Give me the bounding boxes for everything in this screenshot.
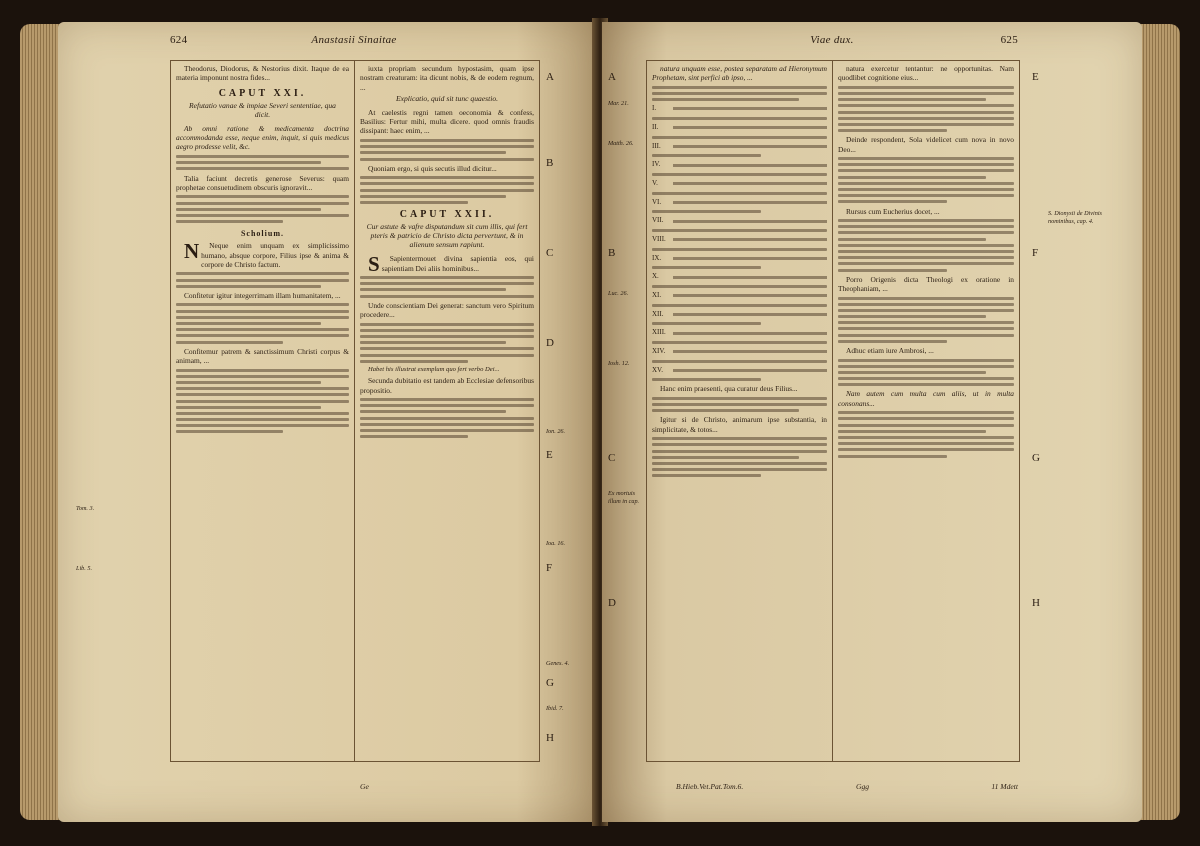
illegible-line bbox=[652, 210, 761, 213]
text-block-left bbox=[170, 60, 540, 762]
illegible-line bbox=[360, 145, 534, 148]
illegible-line bbox=[673, 332, 827, 335]
margin-note: Ioa. 16. bbox=[546, 540, 566, 547]
illegible-line bbox=[838, 303, 1014, 306]
illegible-line bbox=[652, 248, 827, 251]
entry-number: IV. bbox=[652, 160, 661, 169]
page-edges-left bbox=[20, 24, 60, 820]
margin-letter: F bbox=[1032, 247, 1039, 259]
illegible-line bbox=[176, 341, 283, 344]
illegible-line bbox=[176, 424, 349, 427]
illegible-line bbox=[360, 151, 506, 154]
illegible-line bbox=[652, 397, 827, 400]
illegible-line bbox=[838, 250, 1014, 253]
illegible-line bbox=[838, 92, 1014, 95]
running-title: Anastasii Sinaitae bbox=[311, 34, 397, 46]
illegible-line bbox=[176, 334, 349, 337]
illegible-line bbox=[673, 294, 827, 297]
illegible-line bbox=[838, 455, 947, 458]
illegible-line bbox=[838, 297, 1014, 300]
margin-letter: B bbox=[608, 247, 616, 259]
illegible-line bbox=[360, 341, 506, 344]
illegible-line bbox=[838, 244, 1014, 247]
illegible-line bbox=[838, 269, 947, 272]
illegible-line bbox=[673, 201, 827, 204]
illegible-line bbox=[176, 202, 349, 205]
margin-letter: C bbox=[546, 247, 554, 259]
illegible-line bbox=[176, 310, 349, 313]
illegible-line bbox=[360, 139, 534, 142]
drop-cap: S bbox=[368, 252, 380, 277]
column-2 bbox=[833, 61, 1019, 761]
paragraph: Quoniam ergo, si quis secutis illud dicitur... bbox=[368, 163, 497, 173]
chapter-summary: Cur astute & vafre disputandum sit cum illis, qui fert pteris & patricio de Christo dicta pervertunt, & in alienum sensum rapiunt. bbox=[366, 222, 528, 250]
margin-note: Tom. 3. bbox=[76, 505, 95, 512]
section-heading: Explicatio, quid sit tunc quaestio. bbox=[395, 93, 499, 103]
illegible-line bbox=[176, 155, 349, 158]
entry-number: II. bbox=[652, 123, 659, 132]
illegible-line bbox=[838, 430, 986, 433]
paragraph: natura unquam esse, postea separatam ad Hieronymum Prophetam, sint perfici ab ipso, ... bbox=[652, 64, 827, 83]
illegible-line bbox=[652, 136, 827, 139]
margin-letter: A bbox=[608, 71, 616, 83]
illegible-line bbox=[176, 161, 321, 164]
illegible-line bbox=[176, 406, 321, 409]
right-page bbox=[602, 22, 1142, 822]
paragraph: Deinde respondent, Sola videlicet cum nova in novo Deo... bbox=[838, 135, 1014, 154]
illegible-line bbox=[360, 335, 534, 338]
illegible-line bbox=[838, 436, 1014, 439]
illegible-line bbox=[360, 423, 534, 426]
numbered-entry bbox=[652, 123, 827, 132]
paragraph: Confitetur igitur integerrimam illam humanitatem, ... bbox=[184, 291, 341, 300]
numbered-entry bbox=[652, 272, 827, 281]
column-2 bbox=[355, 61, 539, 761]
entry-number: VIII. bbox=[652, 235, 666, 244]
illegible-line bbox=[652, 229, 827, 232]
illegible-line bbox=[652, 474, 761, 477]
illegible-line bbox=[838, 327, 1014, 330]
margin-note: S. Dionysii de Divinis nominibus, cap. 4. bbox=[1048, 210, 1102, 225]
illegible-line bbox=[838, 424, 1014, 427]
illegible-line bbox=[838, 411, 1014, 414]
illegible-line bbox=[673, 369, 827, 372]
illegible-line bbox=[673, 257, 827, 260]
illegible-line bbox=[176, 322, 321, 325]
page-number: 624 bbox=[170, 34, 188, 46]
margin-letter: E bbox=[546, 449, 553, 461]
illegible-line bbox=[360, 354, 534, 357]
illegible-line bbox=[838, 315, 986, 318]
illegible-line bbox=[673, 350, 827, 353]
paragraph: Porro Origenis dicta Theologi ex oratione in Theophaniam, ... bbox=[838, 274, 1014, 294]
illegible-line bbox=[652, 450, 827, 453]
numbered-entry bbox=[652, 142, 827, 151]
margin-note: Ex mortuis illum in cap. bbox=[608, 490, 640, 505]
paragraph: iuxta propriam secundum hypostasim, quam ipse nostram creaturam: ita dicunt nobis, & de eodem regnum, ... bbox=[360, 64, 534, 92]
margin-letter: F bbox=[546, 562, 553, 574]
numbered-entry bbox=[652, 160, 827, 169]
paragraph: Confitemur patrem & sanctissimum Christi corpus & animam, ... bbox=[176, 346, 349, 366]
illegible-line bbox=[652, 360, 827, 363]
column-1 bbox=[171, 61, 355, 761]
illegible-line bbox=[652, 117, 827, 120]
illegible-line bbox=[838, 219, 1014, 222]
illegible-line bbox=[652, 456, 799, 459]
entry-number: XII. bbox=[652, 309, 664, 318]
scholium-heading: Scholium. bbox=[240, 229, 284, 239]
margin-letter: G bbox=[546, 677, 554, 689]
numbered-entry bbox=[652, 291, 827, 300]
chapter-heading: CAPUT XXII. bbox=[399, 208, 495, 220]
illegible-line bbox=[652, 266, 761, 269]
entry-number: XIV. bbox=[652, 347, 666, 356]
illegible-line bbox=[360, 429, 534, 432]
entry-number: I. bbox=[652, 104, 657, 113]
margin-letter: E bbox=[1032, 71, 1039, 83]
numbered-entry bbox=[652, 366, 827, 375]
illegible-line bbox=[360, 410, 506, 413]
entry-number: VI. bbox=[652, 197, 662, 206]
illegible-line bbox=[838, 334, 1014, 337]
illegible-line bbox=[838, 194, 1014, 197]
illegible-line bbox=[176, 393, 349, 396]
illegible-line bbox=[652, 409, 799, 412]
illegible-line bbox=[838, 417, 1014, 420]
footnote: Habet his illustrat exemplum quo fert verbo Dei... bbox=[368, 365, 500, 373]
margin-letter: H bbox=[546, 732, 554, 744]
illegible-line bbox=[838, 442, 1014, 445]
margin-letter: D bbox=[608, 597, 616, 609]
paragraph: Unde conscientiam Dei generat: sanctum vero Spiritum procedere... bbox=[360, 300, 534, 320]
illegible-line bbox=[673, 220, 827, 223]
illegible-line bbox=[838, 98, 986, 101]
illegible-line bbox=[838, 200, 947, 203]
illegible-line bbox=[838, 157, 1014, 160]
paragraph: Secunda dubitatio est tandem ab Ecclesiae defensoribus propositio. bbox=[360, 376, 534, 395]
margin-note: Iosh. 12. bbox=[608, 360, 630, 367]
numbered-entry bbox=[652, 104, 827, 113]
illegible-line bbox=[652, 462, 827, 465]
left-page bbox=[58, 22, 598, 822]
illegible-line bbox=[838, 371, 986, 374]
page-number: 625 bbox=[1000, 34, 1018, 46]
illegible-line bbox=[838, 104, 1014, 107]
margin-letter: A bbox=[546, 71, 554, 83]
illegible-line bbox=[838, 340, 947, 343]
text-block-right bbox=[646, 60, 1020, 762]
illegible-line bbox=[176, 375, 349, 378]
illegible-line bbox=[176, 430, 283, 433]
paragraph: Talia faciunt decretis generose Severus: quam prophetae consuetudinem obscuris ignoravit... bbox=[176, 173, 349, 192]
outer-margin-right bbox=[1026, 60, 1122, 760]
illegible-line bbox=[360, 398, 534, 401]
illegible-line bbox=[176, 303, 349, 306]
entry-number: XIII. bbox=[652, 328, 666, 337]
margin-note: Mar. 21. bbox=[608, 100, 629, 107]
illegible-line bbox=[673, 145, 827, 148]
illegible-line bbox=[360, 323, 534, 326]
entry-number: III. bbox=[652, 141, 661, 150]
paragraph: Hanc enim praesenti, qua curatur deus Filius... bbox=[660, 384, 798, 394]
paragraph: At caelestis regni tamen oeconomia & confess, Basilius: Fertur mihi, multa dicere. quod omnis fraudis dissipant: haec enim, ... bbox=[360, 107, 534, 136]
illegible-line bbox=[652, 86, 827, 89]
entry-number: V. bbox=[652, 179, 658, 188]
running-title: Viae dux. bbox=[810, 34, 854, 46]
numbered-list bbox=[652, 104, 827, 381]
illegible-line bbox=[360, 176, 534, 179]
illegible-line bbox=[838, 86, 1014, 89]
paragraph-text: Neque enim unquam ex simplicissimo humano, absque corpore, Filius ipse & anima & corpore de Christo factum. bbox=[201, 241, 349, 269]
illegible-line bbox=[360, 282, 534, 285]
illegible-line bbox=[652, 322, 761, 325]
drop-cap: N bbox=[184, 239, 200, 264]
illegible-line bbox=[176, 381, 321, 384]
illegible-line bbox=[838, 383, 1014, 386]
illegible-line bbox=[838, 111, 1014, 114]
signature-mark: Ggg bbox=[856, 782, 870, 791]
margin-note: Lib. 5. bbox=[76, 565, 92, 572]
entry-number: IX. bbox=[652, 253, 662, 262]
illegible-line bbox=[838, 262, 1014, 265]
paragraph: Nam autem cum multa cum aliis, ut in multa consonans... bbox=[838, 389, 1014, 408]
illegible-line bbox=[176, 316, 349, 319]
paragraph-text: Sapientermouet divina sapientia eos, qui sapientiam Dei aliis hominibus... bbox=[381, 254, 534, 273]
margin-letter: D bbox=[546, 337, 554, 349]
illegible-line bbox=[360, 158, 534, 161]
inner-margin-left bbox=[546, 60, 586, 760]
margin-note: Ion. 26. bbox=[546, 428, 566, 435]
illegible-line bbox=[176, 285, 321, 288]
column-1 bbox=[647, 61, 833, 761]
illegible-line bbox=[360, 417, 534, 420]
illegible-line bbox=[176, 387, 349, 390]
illegible-line bbox=[176, 328, 349, 331]
illegible-line bbox=[652, 285, 827, 288]
catchword: 11 Mdett bbox=[991, 782, 1018, 791]
illegible-line bbox=[360, 360, 468, 363]
illegible-line bbox=[838, 129, 947, 132]
paragraph: Igitur si de Christo, animarum ipse substantia, in simplicitate, & totos... bbox=[652, 415, 827, 434]
margin-letter: H bbox=[1032, 597, 1040, 609]
entry-number: X. bbox=[652, 272, 659, 281]
paragraph bbox=[176, 241, 349, 269]
illegible-line bbox=[838, 163, 1014, 166]
margin-letter: C bbox=[608, 452, 616, 464]
entry-number: VII. bbox=[652, 216, 664, 225]
numbered-entry bbox=[652, 254, 827, 263]
illegible-line bbox=[652, 443, 827, 446]
illegible-line bbox=[360, 201, 468, 204]
paragraph: Theodorus, Diodorus, & Nestorius dixit. Itaque de ea materia imponunt nostra fides... bbox=[176, 64, 349, 83]
illegible-line bbox=[176, 418, 349, 421]
illegible-line bbox=[652, 304, 827, 307]
illegible-line bbox=[838, 231, 1014, 234]
illegible-line bbox=[838, 123, 1014, 126]
illegible-line bbox=[838, 182, 1014, 185]
illegible-line bbox=[176, 369, 349, 372]
illegible-line bbox=[838, 238, 986, 241]
illegible-line bbox=[652, 378, 761, 381]
illegible-line bbox=[652, 437, 827, 440]
illegible-line bbox=[360, 435, 468, 438]
illegible-line bbox=[176, 195, 349, 198]
signature-mark: Ge bbox=[360, 782, 369, 791]
illegible-line bbox=[652, 341, 827, 344]
paragraph: Adhuc etiam iure Ambrosi, ... bbox=[846, 346, 934, 356]
margin-note: Matth. 26. bbox=[608, 140, 634, 147]
chapter-heading: CAPUT XXI. bbox=[218, 87, 307, 99]
open-book bbox=[14, 10, 1186, 836]
illegible-line bbox=[176, 412, 349, 415]
numbered-entry bbox=[652, 216, 827, 225]
illegible-line bbox=[360, 329, 534, 332]
numbered-entry bbox=[652, 347, 827, 356]
illegible-line bbox=[838, 169, 1014, 172]
illegible-line bbox=[176, 220, 283, 223]
illegible-line bbox=[673, 313, 827, 316]
illegible-line bbox=[360, 295, 534, 298]
illegible-line bbox=[673, 164, 827, 167]
illegible-line bbox=[838, 321, 1014, 324]
illegible-line bbox=[652, 173, 827, 176]
illegible-line bbox=[673, 126, 827, 129]
illegible-line bbox=[838, 188, 1014, 191]
illegible-line bbox=[360, 276, 534, 279]
illegible-line bbox=[176, 214, 349, 217]
illegible-line bbox=[360, 347, 534, 350]
paragraph: natura exercetur tentantur: ne opportunitas. Nam quodlibet cognitione eius... bbox=[838, 64, 1014, 83]
illegible-line bbox=[838, 448, 1014, 451]
chapter-summary: Refutatio vanae & impiae Severi sententiae, qua dicit. bbox=[189, 100, 336, 119]
illegible-line bbox=[838, 365, 1014, 368]
margin-letter: G bbox=[1032, 452, 1040, 464]
margin-note: Ibid. 7. bbox=[546, 705, 564, 712]
page-edges-right bbox=[1140, 24, 1180, 820]
numbered-entry bbox=[652, 310, 827, 319]
numbered-entry bbox=[652, 198, 827, 207]
illegible-line bbox=[652, 92, 827, 95]
illegible-line bbox=[673, 107, 827, 110]
illegible-line bbox=[652, 403, 827, 406]
inner-margin-right bbox=[608, 60, 642, 760]
margin-note: Genes. 4. bbox=[546, 660, 570, 667]
outer-margin-left bbox=[76, 60, 162, 760]
illegible-line bbox=[838, 359, 1014, 362]
volume-reference: B.Hieb.Vet.Pat.Tom.6. bbox=[676, 782, 744, 791]
numbered-entry bbox=[652, 328, 827, 337]
illegible-line bbox=[838, 225, 1014, 228]
margin-note: Luc. 26. bbox=[608, 290, 629, 297]
illegible-line bbox=[176, 279, 349, 282]
numbered-entry bbox=[652, 235, 827, 244]
illegible-line bbox=[176, 272, 349, 275]
illegible-line bbox=[360, 404, 534, 407]
illegible-line bbox=[360, 189, 534, 192]
illegible-line bbox=[176, 167, 349, 170]
numbered-entry bbox=[652, 179, 827, 188]
entry-number: XV. bbox=[652, 365, 663, 374]
entry-number: XI. bbox=[652, 291, 662, 300]
illegible-line bbox=[838, 309, 1014, 312]
illegible-line bbox=[652, 192, 827, 195]
illegible-line bbox=[652, 468, 827, 471]
margin-letter: B bbox=[546, 157, 554, 169]
illegible-line bbox=[176, 208, 321, 211]
illegible-line bbox=[673, 238, 827, 241]
illegible-line bbox=[673, 182, 827, 185]
illegible-line bbox=[652, 98, 799, 101]
illegible-line bbox=[360, 182, 534, 185]
illegible-line bbox=[838, 377, 1014, 380]
illegible-line bbox=[652, 154, 761, 157]
paragraph bbox=[360, 252, 534, 277]
quotation: Ab omni ratione & medicamenta doctrina accommodanda esse, neque enim, inquit, si quis medicus aegro prodesse velit, &c. bbox=[176, 123, 349, 152]
illegible-line bbox=[360, 195, 506, 198]
illegible-line bbox=[838, 117, 1014, 120]
illegible-line bbox=[176, 400, 349, 403]
paragraph: Rursus cum Eucherius docet, ... bbox=[846, 206, 940, 216]
illegible-line bbox=[838, 176, 986, 179]
illegible-line bbox=[360, 288, 506, 291]
illegible-line bbox=[673, 276, 827, 279]
illegible-line bbox=[838, 256, 1014, 259]
